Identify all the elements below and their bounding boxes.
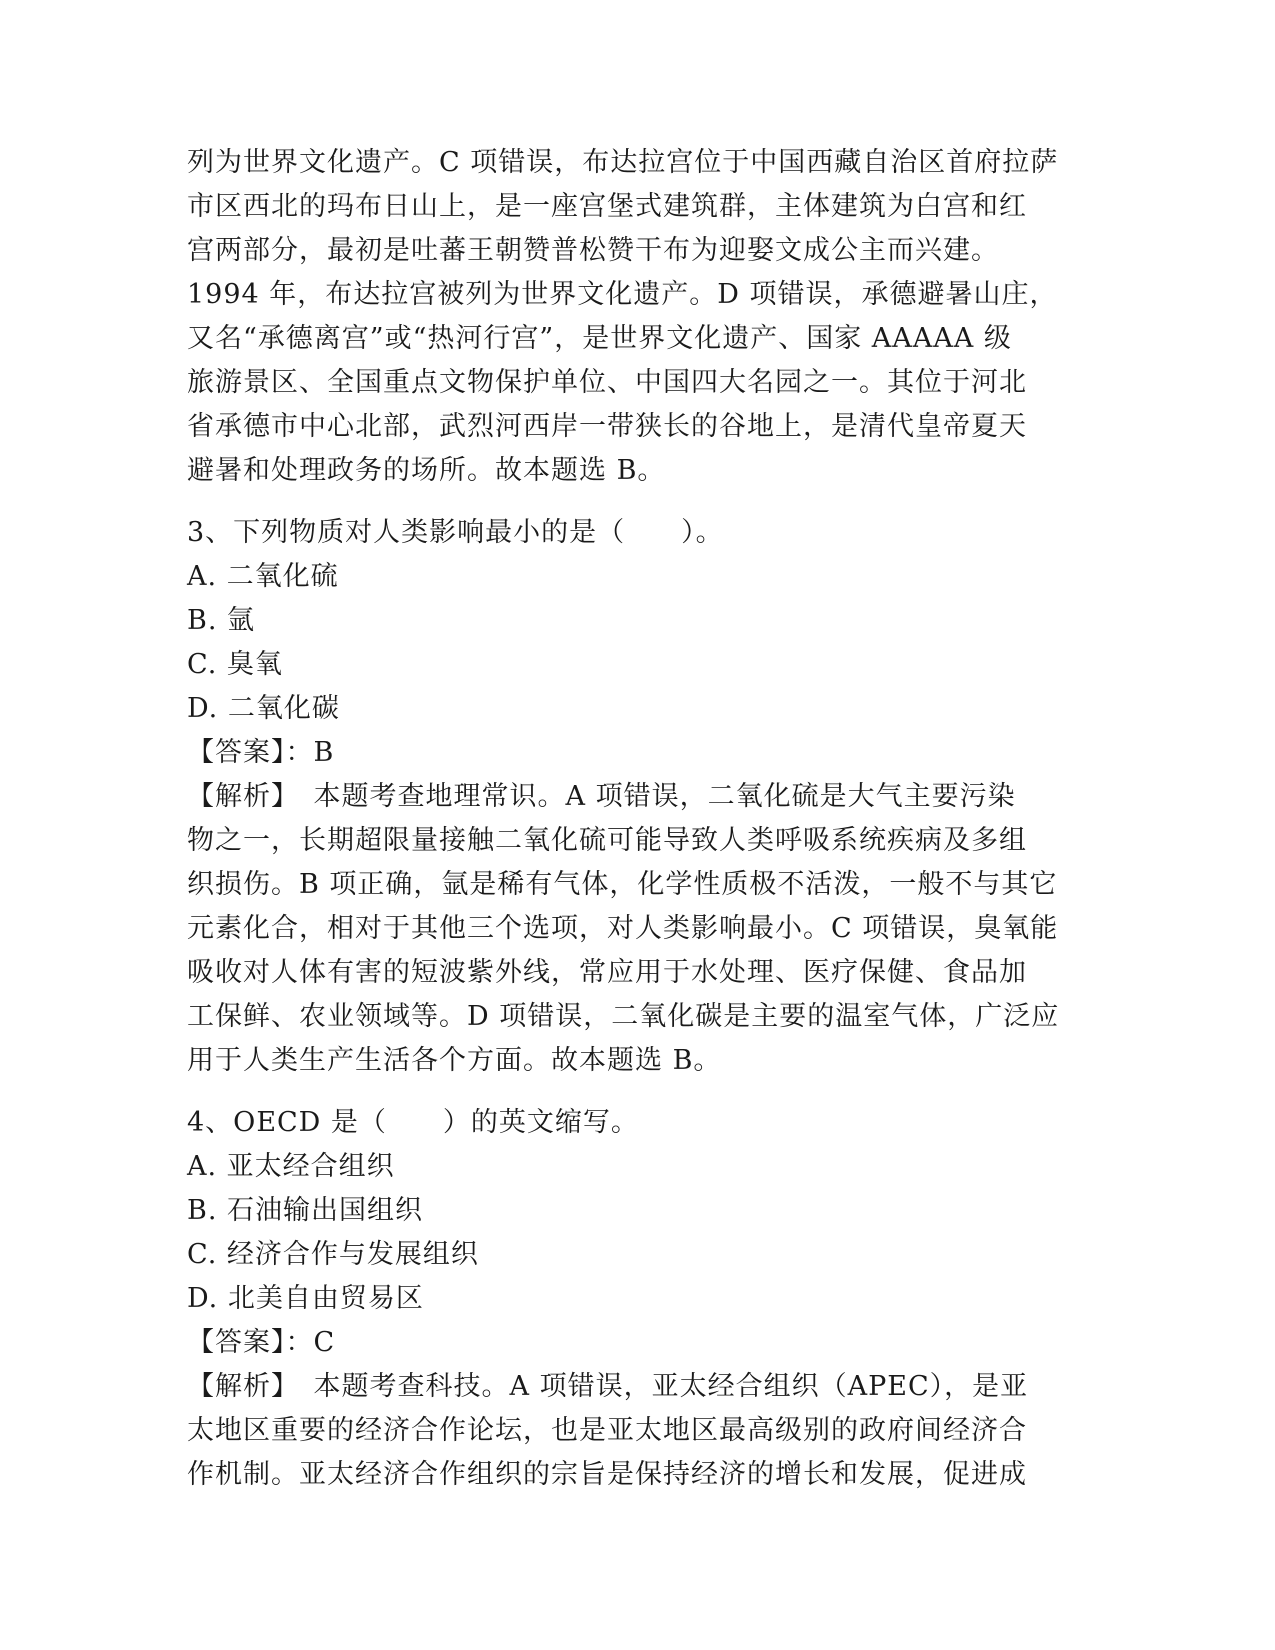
- answer-line: 【答案】：C: [187, 1327, 336, 1358]
- paragraph-line: 宫两部分，最初是吐蕃王朝赞普松赞干布为迎娶文成公主而兴建。: [187, 235, 999, 266]
- paragraph-line: 市区西北的玛布日山上，是一座宫堡式建筑群，主体建筑为白宫和红: [187, 191, 1027, 222]
- option-a: A. 二氧化硫: [187, 561, 339, 592]
- previous-explanation: [187, 141, 1087, 493]
- paragraph-line: 省承德市中心北部，武烈河西岸一带狭长的谷地上，是清代皇帝夏天: [187, 411, 1027, 442]
- option-b: B. 石油输出国组织: [187, 1195, 424, 1226]
- option-c: C. 臭氧: [187, 649, 283, 680]
- explanation-line: 织损伤。B 项正确，氩是稀有气体，化学性质极不活泼，一般不与其它: [187, 869, 1058, 900]
- paragraph-line: 1994 年，布达拉宫被列为世界文化遗产。D 项错误，承德避暑山庄，: [187, 279, 1058, 310]
- question-3: [187, 511, 1087, 1083]
- option-d: D. 二氧化碳: [187, 693, 340, 724]
- paragraph-line: 旅游景区、全国重点文物保护单位、中国四大名园之一。其位于河北: [187, 367, 1027, 398]
- option-c: C. 经济合作与发展组织: [187, 1239, 479, 1270]
- explanation-line: 物之一，长期超限量接触二氧化硫可能导致人类呼吸系统疾病及多组: [187, 825, 1027, 856]
- explanation-line: 元素化合，相对于其他三个选项，对人类影响最小。C 项错误，臭氧能: [187, 913, 1059, 944]
- explanation-line: 【解析】 本题考查地理常识。A 项错误，二氧化硫是大气主要污染: [187, 781, 1016, 812]
- explanation-line: 吸收对人体有害的短波紫外线，常应用于水处理、医疗保健、食品加: [187, 957, 1027, 988]
- option-b: B. 氩: [187, 605, 256, 636]
- spacer: [187, 493, 1087, 511]
- question-4: [187, 1101, 1087, 1497]
- paragraph-line: 避暑和处理政务的场所。故本题选 B。: [187, 455, 666, 486]
- option-d: D. 北美自由贸易区: [187, 1283, 424, 1314]
- explanation-line: 【解析】 本题考查科技。A 项错误，亚太经合组织（APEC），是亚: [187, 1371, 1029, 1402]
- spacer: [187, 1083, 1087, 1101]
- paragraph-line: 又名“承德离宫”或“热河行宫”，是世界文化遗产、国家 AAAAA 级: [187, 323, 1012, 354]
- option-a: A. 亚太经合组织: [187, 1151, 395, 1182]
- explanation-line: 作机制。亚太经济合作组织的宗旨是保持经济的增长和发展，促进成: [187, 1459, 1027, 1490]
- paragraph-line: 列为世界文化遗产。C 项错误，布达拉宫位于中国西藏自治区首府拉萨: [187, 147, 1059, 178]
- question-text: 3、下列物质对人类影响最小的是（ ）。: [187, 517, 724, 548]
- document-content: [187, 141, 1087, 1497]
- explanation-line: 工保鲜、农业领域等。D 项错误，二氧化碳是主要的温室气体，广泛应: [187, 1001, 1060, 1032]
- explanation-line: 用于人类生产生活各个方面。故本题选 B。: [187, 1045, 722, 1076]
- explanation-line: 太地区重要的经济合作论坛，也是亚太地区最高级别的政府间经济合: [187, 1415, 1027, 1446]
- answer-line: 【答案】：B: [187, 737, 335, 768]
- question-text: 4、OECD 是（ ）的英文缩写。: [187, 1107, 639, 1138]
